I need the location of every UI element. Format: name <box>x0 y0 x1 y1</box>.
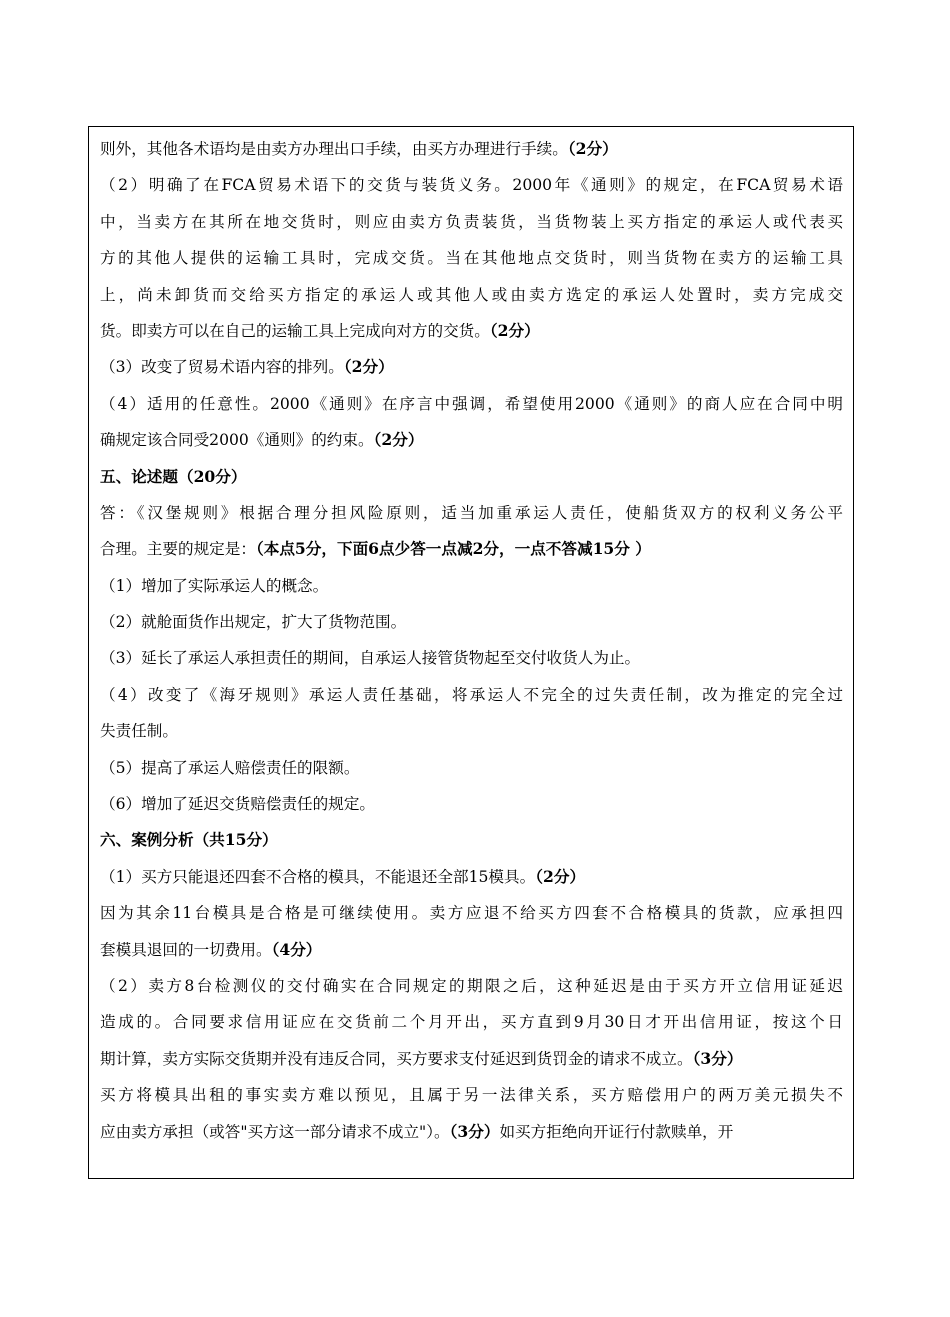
line-text: 方的其他人提供的运输工具时，完成交货。当在其他地点交货时，则当货物在卖方的运输工具 <box>100 249 843 268</box>
text-line <box>100 1077 843 1113</box>
line-text: 上，尚未卸货而交给买方指定的承运人或其他人或由卖方选定的承运人处置时，卖方完成交 <box>100 285 843 304</box>
text-line <box>100 822 843 858</box>
line-bold-text: （2分） <box>535 866 586 886</box>
line-text: （4）改变了《海牙规则》承运人责任基础，将承运人不完全的过失责任制，改为推定的完全过 <box>100 685 843 704</box>
line-text: 期计算，卖方实际交货期并没有违反合同，买方要求支付延迟到货罚金的请求不成立。 <box>100 1049 693 1068</box>
line-text: 因为其余11台模具是合格是可继续使用。卖方应退不给买方四套不合格模具的货款，应承担四 <box>100 904 843 923</box>
line-bold-text: （3分） <box>449 1121 500 1141</box>
text-line <box>100 677 843 713</box>
line-text: 合理。主要的规定是： <box>100 540 256 559</box>
line-text: （3）延长了承运人承担责任的期间，自承运人接管货物起至交付收货人为止。 <box>100 649 641 668</box>
text-line <box>100 459 843 495</box>
line-text: （6）增加了延迟交货赔偿责任的规定。 <box>100 795 376 814</box>
text-line <box>100 859 843 895</box>
line-bold-text: （2分） <box>489 320 540 340</box>
line-text: （5）提高了承运人赔偿责任的限额。 <box>100 758 360 777</box>
line-text: （1）买方只能退还四套不合格的模具，不能退还全部15模具。 <box>100 867 536 886</box>
line-text: 则外，其他各术语均是由卖方办理出口手续，由买方办理进行手续。 <box>100 140 568 158</box>
line-text: （2）就舱面货作出规定，扩大了货物范围。 <box>100 613 407 632</box>
line-bold-text: （4分） <box>271 939 322 959</box>
line-text: 答：《汉堡规则》根据合理分担风险原则，适当加重承运人责任，使船货双方的权利义务公平 <box>100 503 843 522</box>
text-line <box>100 968 843 1004</box>
line-text: 买方将模具出租的事实卖方难以预见，且属于另一法律关系，买方赔偿用户的两万美元损失不 <box>100 1086 843 1105</box>
line-bold-text: （2分） <box>343 357 394 377</box>
text-line <box>100 604 843 640</box>
line-text: 应由卖方承担（或答"买方这一部分请求不成立"）。 <box>100 1122 450 1141</box>
text-line <box>100 131 843 167</box>
line-text: 确规定该合同受2000《通则》的约束。 <box>100 431 374 450</box>
text-line <box>100 167 843 203</box>
text-line <box>100 895 843 931</box>
line-text: （3）改变了贸易术语内容的排列。 <box>100 358 344 377</box>
text-line <box>100 531 843 567</box>
line-text: （1）增加了实际承运人的概念。 <box>100 576 329 595</box>
text-line <box>100 386 843 422</box>
text-line <box>100 1114 843 1150</box>
text-line <box>100 786 843 822</box>
line-bold-text: （2分） <box>373 430 424 450</box>
line-text: 失责任制。 <box>100 722 178 741</box>
line-text: （2）卖方8台检测仪的交付确实在合同规定的期限之后，这种延迟是由于买方开立信用证延迟 <box>100 976 843 995</box>
line-text: 中，当卖方在其所在地交货时，则应由卖方负责装货，当货物装上买方指定的承运人或代表买 <box>100 212 843 231</box>
line-text: （4）适用的任意性。2000《通则》在序言中强调，希望使用2000《通则》的商人应在合同中明 <box>100 394 843 413</box>
text-line <box>100 1004 843 1040</box>
line-text: 货。即卖方可以在自己的运输工具上完成向对方的交货。 <box>100 321 490 340</box>
text-line <box>100 932 843 968</box>
text-line <box>100 568 843 604</box>
text-line <box>100 313 843 349</box>
text-line <box>100 277 843 313</box>
text-line <box>100 713 843 749</box>
text-line <box>100 240 843 276</box>
line-bold-text: 五、论述题（20分） <box>100 466 247 486</box>
line-tail-text: 如买方拒绝向开证行付款赎单，开 <box>499 1122 734 1141</box>
line-text: 造成的。合同要求信用证应在交货前二个月开出，买方直到9月30日才开出信用证，按这个日 <box>100 1013 843 1032</box>
line-bold-text: （本点5分，下面6点少答一点减2分，一点不答减15分 ） <box>255 539 651 559</box>
text-line <box>100 1041 843 1077</box>
text-line <box>100 750 843 786</box>
line-bold-text: （2分） <box>567 139 618 158</box>
line-text: 套模具退回的一切费用。 <box>100 940 272 959</box>
text-line <box>100 422 843 458</box>
text-line <box>100 204 843 240</box>
text-line <box>100 349 843 385</box>
answer-table-cell <box>88 126 854 1179</box>
text-line <box>100 495 843 531</box>
line-bold-text: 六、案例分析（共15分） <box>100 830 278 850</box>
text-line <box>100 640 843 676</box>
line-bold-text: （3分） <box>692 1048 743 1068</box>
line-text: （2）明确了在FCA贸易术语下的交货与装货义务。2000年《通则》的规定，在FCA贸易术语 <box>100 176 843 195</box>
